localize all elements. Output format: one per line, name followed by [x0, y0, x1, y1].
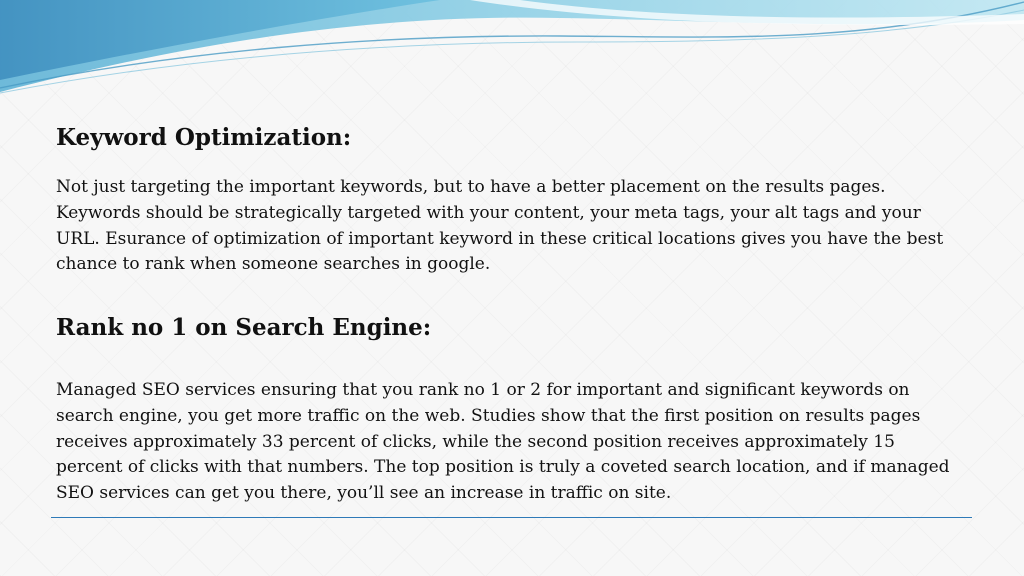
- header-swoosh-decoration: [0, 0, 1024, 100]
- section-body-keyword-optimization: Not just targeting the important keywords, but to have a better placement on the results pages. Keywords should be strategically targeted with your content, your meta tags, your alt tags and your URL. Esurance of optimization of important keyword in these critical locations gives you have the best chance to rank when someone searches in google.: [56, 177, 944, 275]
- section-body-rank-no-1: Managed SEO services ensuring that you rank no 1 or 2 for important and significant keywords on search engine, you get more traffic on the web. Studies show that the first position on results pages receives approximately 33 percent of clicks, while the second position receives approximately 15 percent of clicks with that numbers. The top position is truly a coveted search location, and if managed SEO services can get you there, you’ll see an increase in traffic on site.: [56, 380, 950, 504]
- section-heading-rank-no-1: Rank no 1 on Search Engine:: [56, 314, 432, 341]
- bottom-divider: [51, 517, 972, 518]
- section-heading-keyword-optimization: Keyword Optimization:: [56, 124, 352, 151]
